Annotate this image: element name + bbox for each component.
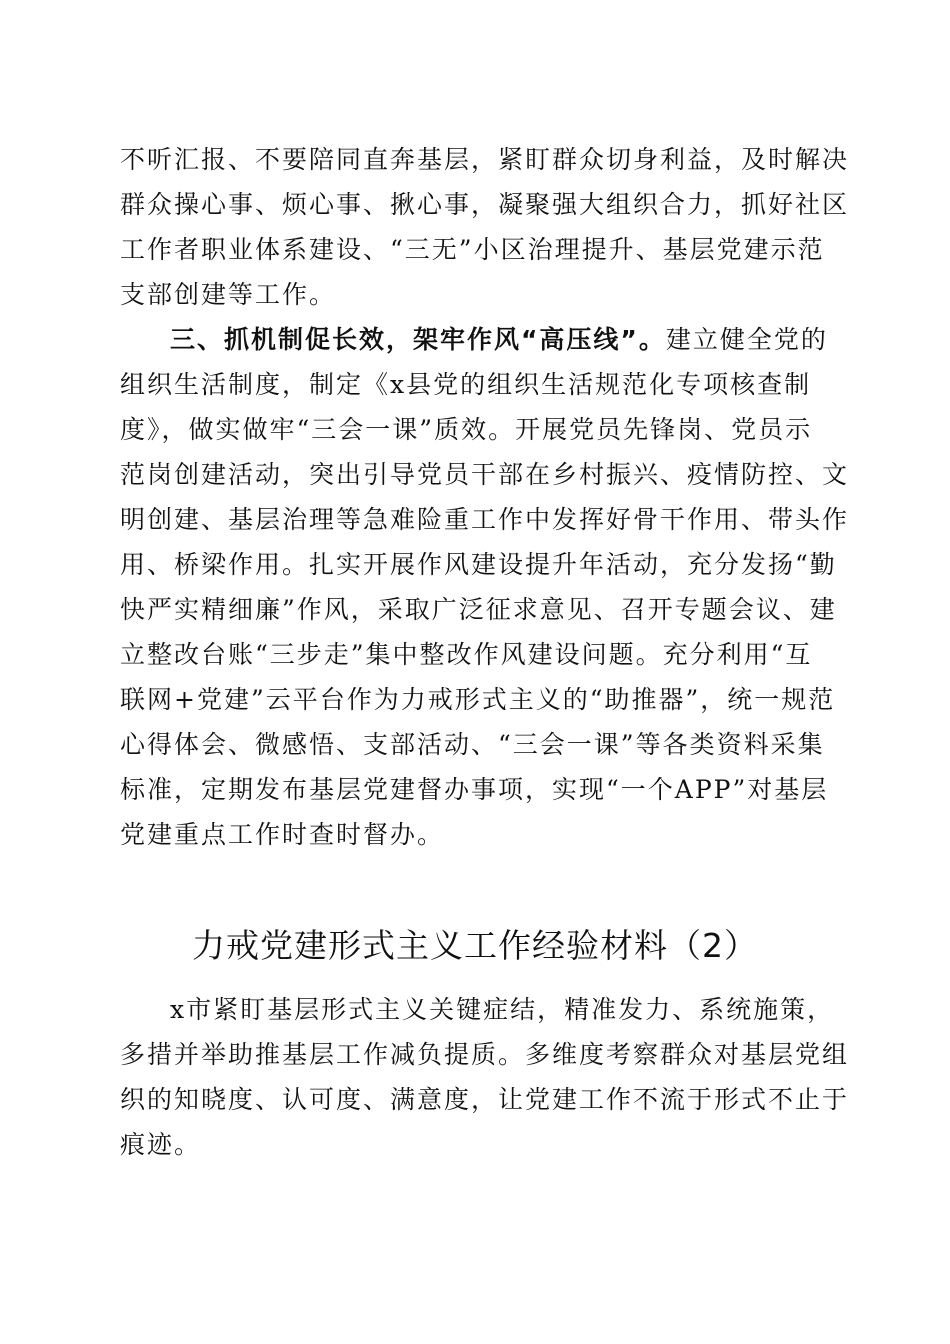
paragraph-line: 不听汇报、不要陪同直奔基层，紧盯群众切身利益，及时解决	[120, 145, 850, 174]
section-heading-line	[170, 325, 828, 355]
paragraph-line: 群众操心事、烦心事、揪心事，凝聚强大组织合力，抓好社区	[120, 190, 850, 219]
paragraph-line: 标准，定期发布基层党建督办事项，实现“一个APP”对基层	[120, 775, 829, 804]
paragraph-line: 度》，做实做牢“三会一课”质效。开展党员先锋岗、党员示	[120, 415, 813, 444]
paragraph-line: 支部创建等工作。	[120, 280, 337, 309]
paragraph-line: 明创建、基层治理等急难险重工作中发挥好骨干作用、带头作	[120, 505, 850, 534]
paragraph-line: 范岗创建活动，突出引导党员干部在乡村振兴、疫情防控、文	[120, 460, 850, 489]
paragraph-line: 工作者职业体系建设、“三无”小区治理提升、基层党建示范	[120, 235, 825, 264]
paragraph-line: 痕迹。	[120, 1130, 202, 1159]
paragraph-line: 立整改台账“三步走”集中整改作风建设问题。充分利用“互	[120, 640, 813, 669]
paragraph-line: 党建重点工作时查时督办。	[120, 820, 445, 849]
article-title: 力戒党建形式主义工作经验材料（2）	[192, 926, 758, 965]
paragraph-line: 组织生活制度，制定《x县党的组织生活规范化专项核查制	[120, 370, 812, 399]
paragraph-line: 心得体会、微感悟、支部活动、“三会一课”等各类资料采集	[120, 730, 825, 759]
paragraph-line: 织的知晓度、认可度、满意度，让党建工作不流于形式不止于	[120, 1085, 850, 1114]
paragraph-line: 联网+党建”云平台作为力戒形式主义的“助推器”，统一规范	[120, 685, 836, 714]
paragraph-line: 用、桥梁作用。扎实开展作风建设提升年活动，充分发扬“勤	[120, 550, 837, 579]
paragraph-line: x市紧盯基层形式主义关键症结，精准发力、系统施策，	[170, 995, 835, 1024]
paragraph-text: 建立健全党的	[665, 325, 828, 354]
paragraph-line: 快严实精细廉”作风，采取广泛征求意见、召开专题会议、建	[120, 595, 837, 624]
section-heading: 三、抓机制促长效，架牢作风“高压线”。	[170, 325, 666, 354]
paragraph-line: 多措并举助推基层工作减负提质。多维度考察群众对基层党组	[120, 1040, 850, 1069]
